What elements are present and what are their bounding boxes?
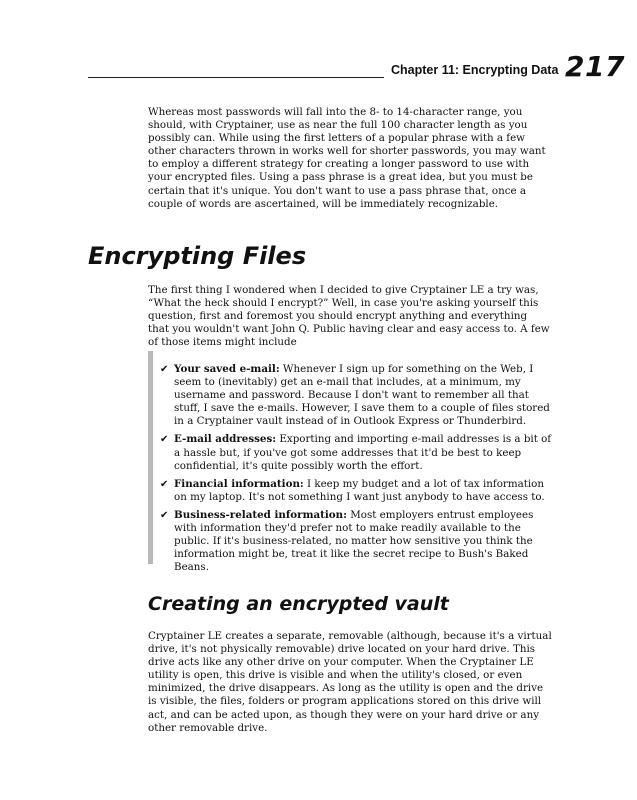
list-item-text: Exporting and importing e-mail addresses is a bit of a hassle but, if you've got some addresses that it'd be best to keep confidential, it's quite possibly worth the effort.: [174, 433, 552, 472]
section1-paragraph: The first thing I wondered when I decided to give Cryptainer LE a try was, “What the heck should I encrypt?” Well, in case you're asking yourself this question, first and foremost you should encrypt anything and everything that you wouldn't want John Q. Public having clear and easy access to. A few of those items might include: [148, 284, 550, 349]
chapter-title: Chapter 11: Encrypting Data: [391, 63, 559, 77]
list-sidebar-bar: [148, 351, 153, 564]
list-item-term: E-mail addresses:: [174, 433, 277, 446]
list-item-text: Whenever I sign up for something on the Web, I seem to (inevitably) get an e-mail that includes, at a minimum, my username and password. Because I don't want to remember all that stuff, I save the e-mails. However, I save them to a couple of files stored in a Cryptainer vault instead of in Outlook Express or Thunderbird.: [174, 363, 550, 428]
list-item-text: Most employers entrust employees with information they'd prefer not to make readily available to the public. If it's business-related, no matter how sensitive you think the information might be, treat it like the secret recipe to Bush's Baked Beans.: [174, 508, 534, 574]
check-mark-icon: ✔: [160, 509, 169, 521]
encrypt-items-list: [160, 363, 552, 579]
intro-paragraph: Whereas most passwords will fall into the 8- to 14-character range, you should, with Cryptainer, use as near the full 100 character length as you possibly can. While using the first letters of a popular phrase with a few other characters thrown in works well for shorter passwords, you may want to employ a different strategy for creating a longer password to use with your encrypted files. Using a pass phrase is a great idea, but you must be certain that it's unique. You don't want to use a pass phrase that, once a couple of words are ascertained, will be immediately recognizable.: [148, 106, 546, 210]
section-heading-encrypted-vault: Creating an encrypted vault: [148, 593, 449, 615]
section-heading-encrypting-files: Encrypting Files: [88, 242, 307, 270]
list-item: [160, 433, 552, 472]
header-rule: [88, 77, 384, 78]
list-item: [160, 363, 552, 428]
check-mark-icon: ✔: [160, 478, 169, 490]
check-mark-icon: ✔: [160, 364, 169, 375]
check-mark-icon: ✔: [160, 434, 169, 446]
list-item: [160, 509, 552, 574]
list-item-term: Your saved e-mail:: [174, 363, 280, 375]
list-item-term: Financial information:: [174, 477, 304, 490]
list-item-term: Business-related information:: [174, 508, 347, 521]
section2-paragraph: Cryptainer LE creates a separate, removable (although, because it's a virtual drive, it's not physically removable) drive located on your hard drive. This drive acts like any other drive on your computer. When the Cryptainer LE utility is open, this drive is visible and when the utility's closed, or even minimized, the drive disappears. As long as the utility is open and the drive is visible, the files, folders or program applications stored on this drive will act, and can be acted upon, as though they were on your hard drive or any other removable drive.: [148, 630, 552, 734]
list-item: [160, 478, 552, 504]
list-item-text: I keep my budget and a lot of tax information on my laptop. It's not something I want just anybody to have access to.: [174, 477, 545, 503]
page-number: 217: [565, 50, 625, 83]
